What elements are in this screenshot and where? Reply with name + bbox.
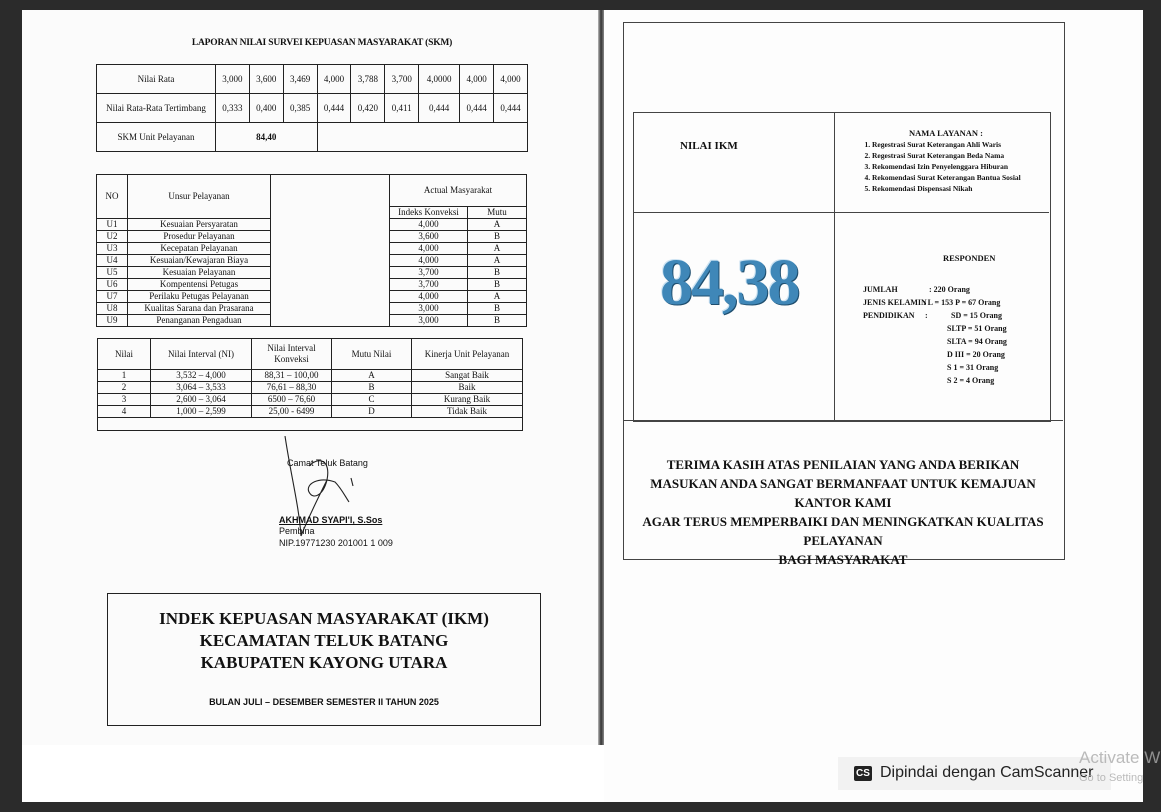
row-no: U8 [97, 303, 128, 315]
responden-title: RESPONDEN [943, 253, 996, 263]
cell: 88,31 – 100,00 [252, 370, 332, 382]
table-row [98, 394, 523, 406]
unsur-table [96, 174, 527, 327]
summary-cell: 3,700 [385, 65, 419, 94]
camscanner-text: Dipindai dengan CamScanner [880, 764, 1094, 781]
header-mutu: Mutu [468, 207, 527, 219]
cell: 76,61 – 88,30 [252, 382, 332, 394]
ikm-title-box [107, 593, 541, 726]
row-unsur: Perilaku Petugas Pelayanan [128, 291, 271, 303]
thanks-line: AGAR TERUS MEMPERBAIKI DAN MENINGKATKAN KUALITAS PELAYANAN [642, 514, 1044, 548]
cell: 25,00 - 6499 [252, 406, 332, 418]
jumlah-label: JUMLAH [863, 285, 898, 294]
cell: 3,532 – 4,000 [151, 370, 252, 382]
summary-table [96, 64, 528, 152]
report-title: LAPORAN NILAI SURVEI KEPUASAN MASYARAKAT (SKM) [191, 38, 453, 48]
blank-column [271, 175, 390, 327]
summary-cell: 4,000 [494, 65, 528, 94]
row-indeks: 3,700 [390, 267, 468, 279]
ikm-line-3: KABUPATEN KAYONG UTARA [200, 653, 448, 672]
activation-watermark-sub: Go to Setting [1079, 772, 1144, 784]
ikm-line-2: KECAMATAN TELUK BATANG [199, 631, 449, 650]
interval-table [97, 338, 523, 431]
signer-name: AKHMAD SYAPI'I, S.Sos [279, 515, 383, 525]
skm-label: SKM Unit Pelayanan [97, 123, 216, 152]
table-header-row [98, 339, 523, 370]
summary-cell: 0,420 [351, 94, 385, 123]
summary-cell: 3,469 [283, 65, 317, 94]
cell: Tidak Baik [412, 406, 523, 418]
header-nilai: Nilai [98, 339, 151, 370]
cell: 1,000 – 2,599 [151, 406, 252, 418]
cell: A [332, 370, 412, 382]
summary-cell: 3,600 [249, 65, 283, 94]
row-no: U4 [97, 255, 128, 267]
pendidikan-value: SD = 15 Orang [951, 311, 1003, 320]
summary-cell: 0,444 [494, 94, 528, 123]
row-no: U1 [97, 219, 128, 231]
row-unsur: Kesuaian Pelayanan [128, 267, 271, 279]
thank-you-message [628, 455, 1058, 569]
responden-row [863, 283, 1067, 296]
row-no: U2 [97, 231, 128, 243]
pendidikan-label: PENDIDIKAN [863, 311, 915, 320]
row-unsur: Kecepatan Pelayanan [128, 243, 271, 255]
cell: D [332, 406, 412, 418]
signer-rank: Pembina [279, 526, 315, 536]
responden-row [863, 374, 1067, 387]
summary-row-label: Nilai Rata-Rata Tertimbang [97, 94, 216, 123]
summary-cell: 0,400 [249, 94, 283, 123]
thanks-line: BAGI MASYARAKAT [778, 552, 908, 567]
camscanner-logo-icon: CS [854, 766, 872, 781]
layanan-title: NAMA LAYANAN : [909, 128, 983, 138]
row-indeks: 3,600 [390, 231, 468, 243]
cell: Baik [412, 382, 523, 394]
signer-nip: NIP.19771230 201001 1 009 [279, 538, 393, 548]
skm-value: 84,40 [216, 123, 318, 152]
divider [633, 212, 1049, 213]
header-indeks: Indeks Konveksi [390, 207, 468, 219]
responden-row [863, 361, 1067, 374]
row-unsur: Kesuaian Persyaratan [128, 219, 271, 231]
row-mutu: B [468, 315, 527, 327]
pendidikan-value: SLTA = 94 Orang [947, 337, 1007, 346]
table-row [97, 65, 528, 94]
row-indeks: 4,000 [390, 291, 468, 303]
activation-watermark: Activate W [1079, 748, 1161, 767]
summary-cell: 0,333 [216, 94, 250, 123]
divider [834, 112, 835, 420]
list-item: 3. Rekomendasi Izin Penyelenggara Hiburan [872, 161, 1036, 172]
row-mutu: A [468, 291, 527, 303]
table-row [98, 370, 523, 382]
list-item: 1. Regestrasi Surat Keterangan Ahli Waris [872, 139, 1036, 150]
row-unsur: Penanganan Pengaduan [128, 315, 271, 327]
responden-row [863, 309, 1067, 322]
header-ni: Nilai Interval (NI) [151, 339, 252, 370]
ikm-line-1: INDEK KEPUASAN MASYARAKAT (IKM) [159, 609, 489, 628]
row-indeks: 3,000 [390, 315, 468, 327]
list-item: 5. Rekomendasi Dispensasi Nikah [872, 183, 1036, 194]
list-item: 4. Rekomendasi Surat Keterangan Bantua Sosial [872, 172, 1036, 183]
row-mutu: A [468, 219, 527, 231]
pendidikan-colon: : [925, 311, 928, 320]
list-item: 2. Regestrasi Surat Keterangan Beda Nama [872, 150, 1036, 161]
row-indeks: 4,000 [390, 219, 468, 231]
cell: 2 [98, 382, 151, 394]
ikm-score: 84,38 [660, 246, 799, 319]
pendidikan-value: SLTP = 51 Orang [947, 324, 1007, 333]
row-indeks: 3,700 [390, 279, 468, 291]
summary-cell: 3,000 [216, 65, 250, 94]
divider [623, 420, 1063, 421]
header-unsur: Unsur Pelayanan [128, 175, 271, 219]
empty-cell [317, 123, 527, 152]
cell: 1 [98, 370, 151, 382]
row-unsur: Kualitas Sarana dan Prasarana [128, 303, 271, 315]
pendidikan-value: D III = 20 Orang [947, 350, 1005, 359]
row-mutu: A [468, 255, 527, 267]
summary-row-label: Nilai Rata [97, 65, 216, 94]
header-konveksi: Nilai Interval Konveksi [252, 339, 332, 370]
cell: 2,600 – 3,064 [151, 394, 252, 406]
summary-cell: 0,444 [460, 94, 494, 123]
row-no: U6 [97, 279, 128, 291]
cell: C [332, 394, 412, 406]
responden-row [863, 296, 1067, 309]
table-row [97, 123, 528, 152]
table-row [98, 406, 523, 418]
jk-value: : L = 153 P = 67 Orang [923, 298, 1001, 307]
header-mutu-nilai: Mutu Nilai [332, 339, 412, 370]
responden-row [863, 335, 1067, 348]
header-kinerja: Kinerja Unit Pelayanan [412, 339, 523, 370]
row-mutu: B [468, 267, 527, 279]
jk-label: JENIS KELAMIN [863, 298, 927, 307]
empty-row [98, 418, 523, 431]
summary-cell: 4,0000 [419, 65, 460, 94]
cell: Sangat Baik [412, 370, 523, 382]
row-mutu: B [468, 279, 527, 291]
summary-cell: 4,000 [317, 65, 351, 94]
cell: Kurang Baik [412, 394, 523, 406]
jumlah-value: : 220 Orang [929, 285, 970, 294]
pendidikan-value: S 2 = 4 Orang [947, 376, 995, 385]
responden-row [863, 322, 1067, 335]
row-mutu: A [468, 243, 527, 255]
cell: 4 [98, 406, 151, 418]
summary-cell: 3,788 [351, 65, 385, 94]
row-indeks: 4,000 [390, 255, 468, 267]
header-actual: Actual Masyarakat [390, 175, 527, 207]
summary-cell: 0,411 [385, 94, 419, 123]
cell: B [332, 382, 412, 394]
nilai-ikm-label: NILAI IKM [680, 140, 738, 152]
row-mutu: B [468, 303, 527, 315]
cell: 3 [98, 394, 151, 406]
row-indeks: 3,000 [390, 303, 468, 315]
summary-cell: 0,385 [283, 94, 317, 123]
row-no: U3 [97, 243, 128, 255]
cell: 6500 – 76,60 [252, 394, 332, 406]
camscanner-badge [838, 757, 1111, 790]
summary-cell: 4,000 [460, 65, 494, 94]
responden-row [863, 348, 1067, 361]
cell: 3,064 – 3,533 [151, 382, 252, 394]
row-unsur: Kesuaian/Kewajaran Biaya [128, 255, 271, 267]
row-mutu: B [468, 231, 527, 243]
pendidikan-value: S 1 = 31 Orang [947, 363, 999, 372]
table-row [98, 382, 523, 394]
thanks-line: MASUKAN ANDA SANGAT BERMANFAAT UNTUK KEMAJUAN KANTOR KAMI [650, 476, 1036, 510]
table-header-row [97, 175, 527, 207]
row-no: U7 [97, 291, 128, 303]
row-unsur: Kompentensi Petugas [128, 279, 271, 291]
row-no: U5 [97, 267, 128, 279]
thanks-line: TERIMA KASIH ATAS PENILAIAN YANG ANDA BERIKAN [666, 457, 1020, 472]
responden-block [863, 252, 1067, 387]
table-row [98, 418, 523, 431]
summary-cell: 0,444 [317, 94, 351, 123]
summary-cell: 0,444 [419, 94, 460, 123]
row-indeks: 4,000 [390, 243, 468, 255]
row-no: U9 [97, 315, 128, 327]
header-no: NO [97, 175, 128, 219]
ikm-period: BULAN JULI – DESEMBER SEMESTER II TAHUN 2025 [209, 697, 439, 707]
camat-title: Camat Teluk Batang [287, 458, 368, 468]
table-row [97, 94, 528, 123]
row-unsur: Prosedur Pelayanan [128, 231, 271, 243]
layanan-list [856, 128, 1036, 194]
